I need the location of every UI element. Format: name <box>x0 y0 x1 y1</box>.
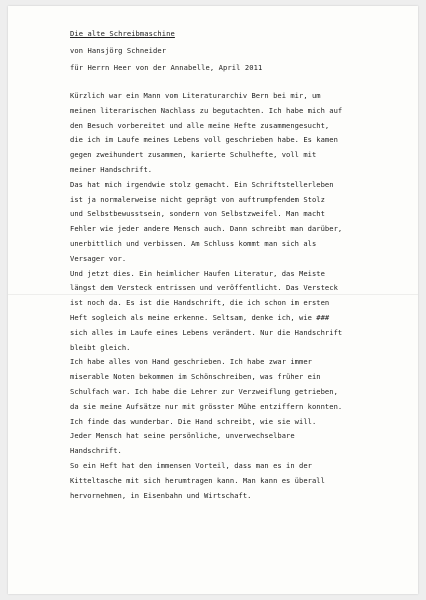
text-line: und Selbstbewusstsein, sondern von Selbstzweifel. Man macht <box>70 209 325 219</box>
text-line: Handschrift. <box>70 446 122 456</box>
text-line: Jeder Mensch hat seine persönliche, unverwechselbare <box>70 431 295 441</box>
text-line: Das hat mich irgendwie stolz gemacht. Ein Schriftstellerleben <box>70 179 334 189</box>
text-line: Heft sogleich als meine erkenne. Seltsam, denke ich, wie ### <box>70 312 330 322</box>
text-line: Kitteltasche mit sich herumtragen kann. Man kann es überall <box>70 475 325 485</box>
paper-sheet <box>8 6 418 594</box>
text-line: bleibt gleich. <box>70 342 131 352</box>
author-line: von Hansjörg Schneider <box>70 46 167 55</box>
text-line: ist noch da. Es ist die Handschrift, die ich schon im ersten <box>70 298 330 308</box>
text-line: Und jetzt dies. Ein heimlicher Haufen Literatur, das Meiste <box>70 268 325 278</box>
text-line: Fehler wie jeder andere Mensch auch. Dann schreibt man darüber, <box>70 224 343 234</box>
text-line: So ein Heft hat den immensen Vorteil, dass man es in der <box>70 460 312 470</box>
text-line: gegen zweihundert zusammen, karierte Schulhefte, voll mit <box>70 150 317 160</box>
text-line: Schulfach war. Ich habe die Lehrer zur Verzweiflung getrieben, <box>70 386 338 396</box>
text-line: sich alles im Laufe eines Lebens verändert. Nur die Handschrift <box>70 327 343 337</box>
paragraph <box>70 178 360 267</box>
text-line: da sie meine Aufsätze nur mit grösster Mühe entziffern konnten. <box>70 401 343 411</box>
text-line: die ich im Laufe meines Lebens voll geschrieben habe. Es kamen <box>70 135 338 145</box>
text-line: ist ja normalerweise nicht geprägt von auftrumpfendem Stolz <box>70 194 325 204</box>
text-line: miserable Noten bekommen im Schönschreiben, was früher ein <box>70 372 321 382</box>
paragraph <box>70 89 360 178</box>
text-line: meiner Handschrift. <box>70 164 153 174</box>
text-line: Ich habe alles von Hand geschrieben. Ich habe zwar immer <box>70 357 312 367</box>
paragraph <box>70 355 360 459</box>
text-line: den Besuch vorbereitet und alle meine Hefte zusammengesucht, <box>70 120 330 130</box>
text-line: meinen literarischen Nachlass zu begutachten. Ich habe mich auf <box>70 105 343 115</box>
letter-body <box>70 89 360 503</box>
text-line: hervornehmen, in Eisenbahn und Wirtschaft. <box>70 490 252 500</box>
text-line: unerbittlich und verbissen. Am Schluss kommt man sich als <box>70 238 317 248</box>
dedication-line: für Herrn Heer von der Annabelle, April 2011 <box>70 63 263 72</box>
letter-header <box>70 25 262 76</box>
text-line: längst dem Versteck entrissen und veröffentlicht. Das Versteck <box>70 283 338 293</box>
text-line: Kürzlich war ein Mann vom Literaturarchiv Bern bei mir, um <box>70 91 321 100</box>
text-line: Versager vor. <box>70 253 127 263</box>
paragraph <box>70 267 360 356</box>
paragraph <box>70 459 360 503</box>
document-title: Die alte Schreibmaschine <box>70 29 175 38</box>
text-line: Ich finde das wunderbar. Die Hand schreibt, wie sie will. <box>70 416 317 426</box>
